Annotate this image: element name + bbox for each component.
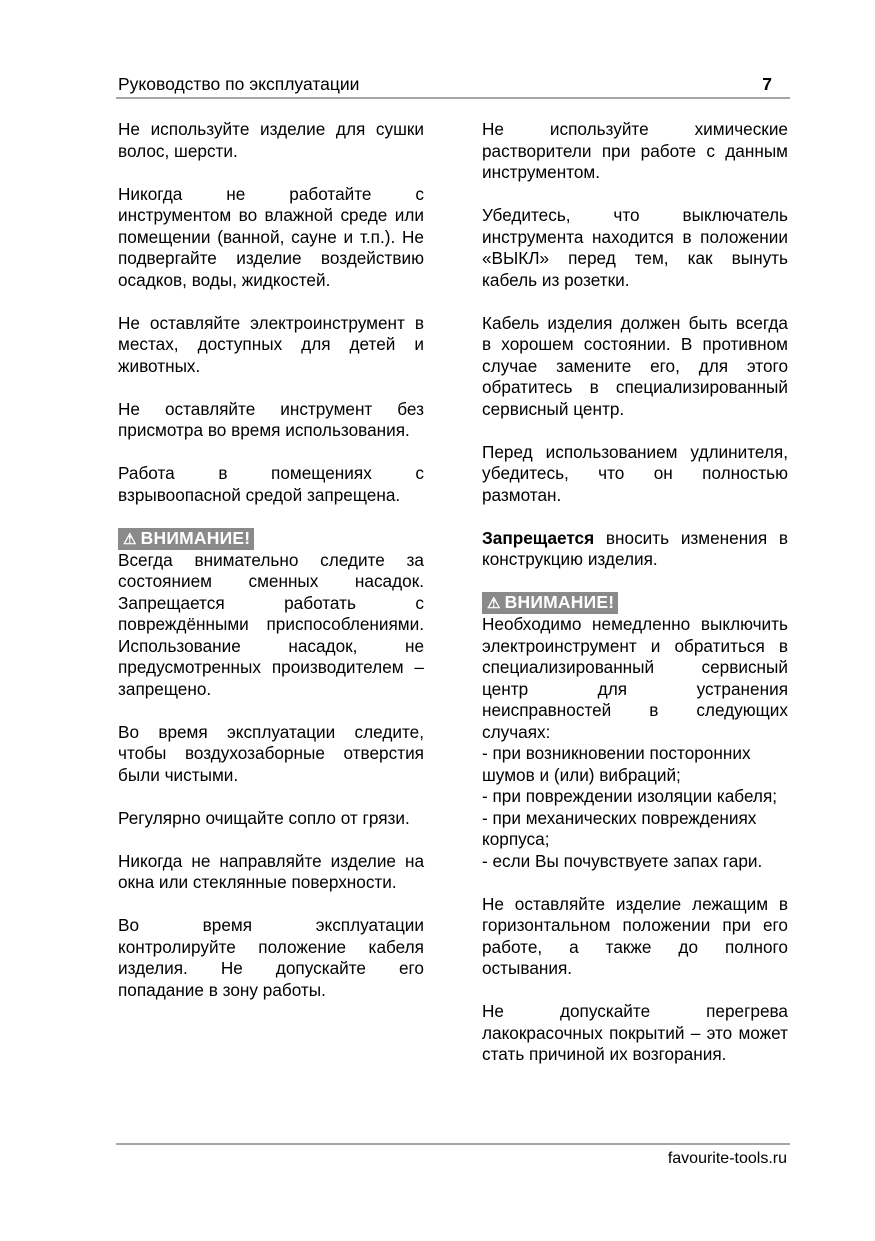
bold-prohibited: Запрещается [482, 527, 595, 548]
paragraph: Регулярно очищайте сопло от грязи. [118, 807, 410, 828]
document-title: Руководство по эксплуатации [118, 74, 360, 94]
paragraph: Не используйте изделие для сушки волос, шерсти. [118, 119, 424, 161]
paragraph: Работа в помещениях с взрывоопасной средой запрещена. [118, 463, 424, 505]
paragraph: Убедитесь, что выключатель инструмента находится в положении «ВЫКЛ» перед тем, как вынуть кабель из розетки. [482, 205, 788, 290]
paragraph: Не используйте химические растворители при работе с данным инструментом. [482, 119, 788, 182]
paragraph: Кабель изделия должен быть всегда в хорошем состоянии. В противном случае замените его, для этого обратитесь в специализированный сервисный центр. [482, 312, 788, 419]
paragraph [482, 528, 788, 571]
list-item: - если Вы почувствуете запах гари. [482, 850, 763, 871]
page-number: 7 [762, 74, 772, 94]
paragraph: Во время эксплуатации следите, чтобы воздухозаборные отверстия были чистыми. [118, 721, 424, 785]
paragraph: Не допускайте перегрева лакокрасочных покрытий – это может стать причиной их возгорания. [482, 1001, 788, 1064]
warning-text: Всегда внимательно следите за состоянием сменных насадок. Запрещается работать с повреждёнными приспособлениями. Использование насадок, не предусмотренных производителем – запрещено. [118, 549, 424, 699]
paragraph: Во время эксплуатации контролируйте положение кабеля изделия. Не допускайте его попадание в зону работы. [118, 915, 424, 1000]
warning-badge [482, 592, 618, 614]
warning-intro: Необходимо немедленно выключить электроинструмент и обратиться в специализированный сервисный центр для устранения неисправностей в следующих случаях: [482, 614, 788, 742]
left-column [118, 119, 424, 1023]
list-item: - при механических повреждениях корпуса; [482, 807, 757, 849]
warning-label: ВНИМАНИЕ! [504, 592, 615, 612]
paragraph: Не оставляйте электроинструмент в местах, доступных для детей и животных. [118, 312, 424, 376]
paragraph: Никогда не направляйте изделие на окна или стеклянные поверхности. [118, 850, 424, 892]
warning-badge [118, 528, 254, 550]
warning-icon: ⚠ [123, 530, 137, 548]
paragraph: Не оставляйте инструмент без присмотра во время использования. [118, 398, 424, 440]
footer-rule [116, 1143, 790, 1145]
paragraph: Не оставляйте изделие лежащим в горизонтальном положении при его работе, а также до полного остывания. [482, 893, 788, 978]
paragraph: Перед использованием удлинителя, убедитесь, что он полностью размотан. [482, 441, 788, 505]
paragraph: Никогда не работайте с инструментом во влажной среде или помещении (ванной, сауне и т.п.). Не подвергайте изделие воздействию осадков, воды, жидкостей. [118, 183, 424, 290]
footer-site: favourite-tools.ru [667, 1150, 787, 1167]
warning-label: ВНИМАНИЕ! [140, 527, 251, 548]
list-item: - при повреждении изоляции кабеля; [482, 786, 778, 806]
warning-block [482, 592, 788, 872]
header-rule [116, 97, 790, 99]
warning-icon: ⚠ [487, 595, 501, 612]
warning-block [118, 528, 424, 701]
list-item: - при возникновении посторонних шумов и (или) вибраций; [482, 743, 751, 785]
page-header [118, 74, 790, 96]
paragraph-rest: вносить изменения в конструкцию изделия. [482, 527, 788, 569]
right-column [482, 119, 788, 1087]
